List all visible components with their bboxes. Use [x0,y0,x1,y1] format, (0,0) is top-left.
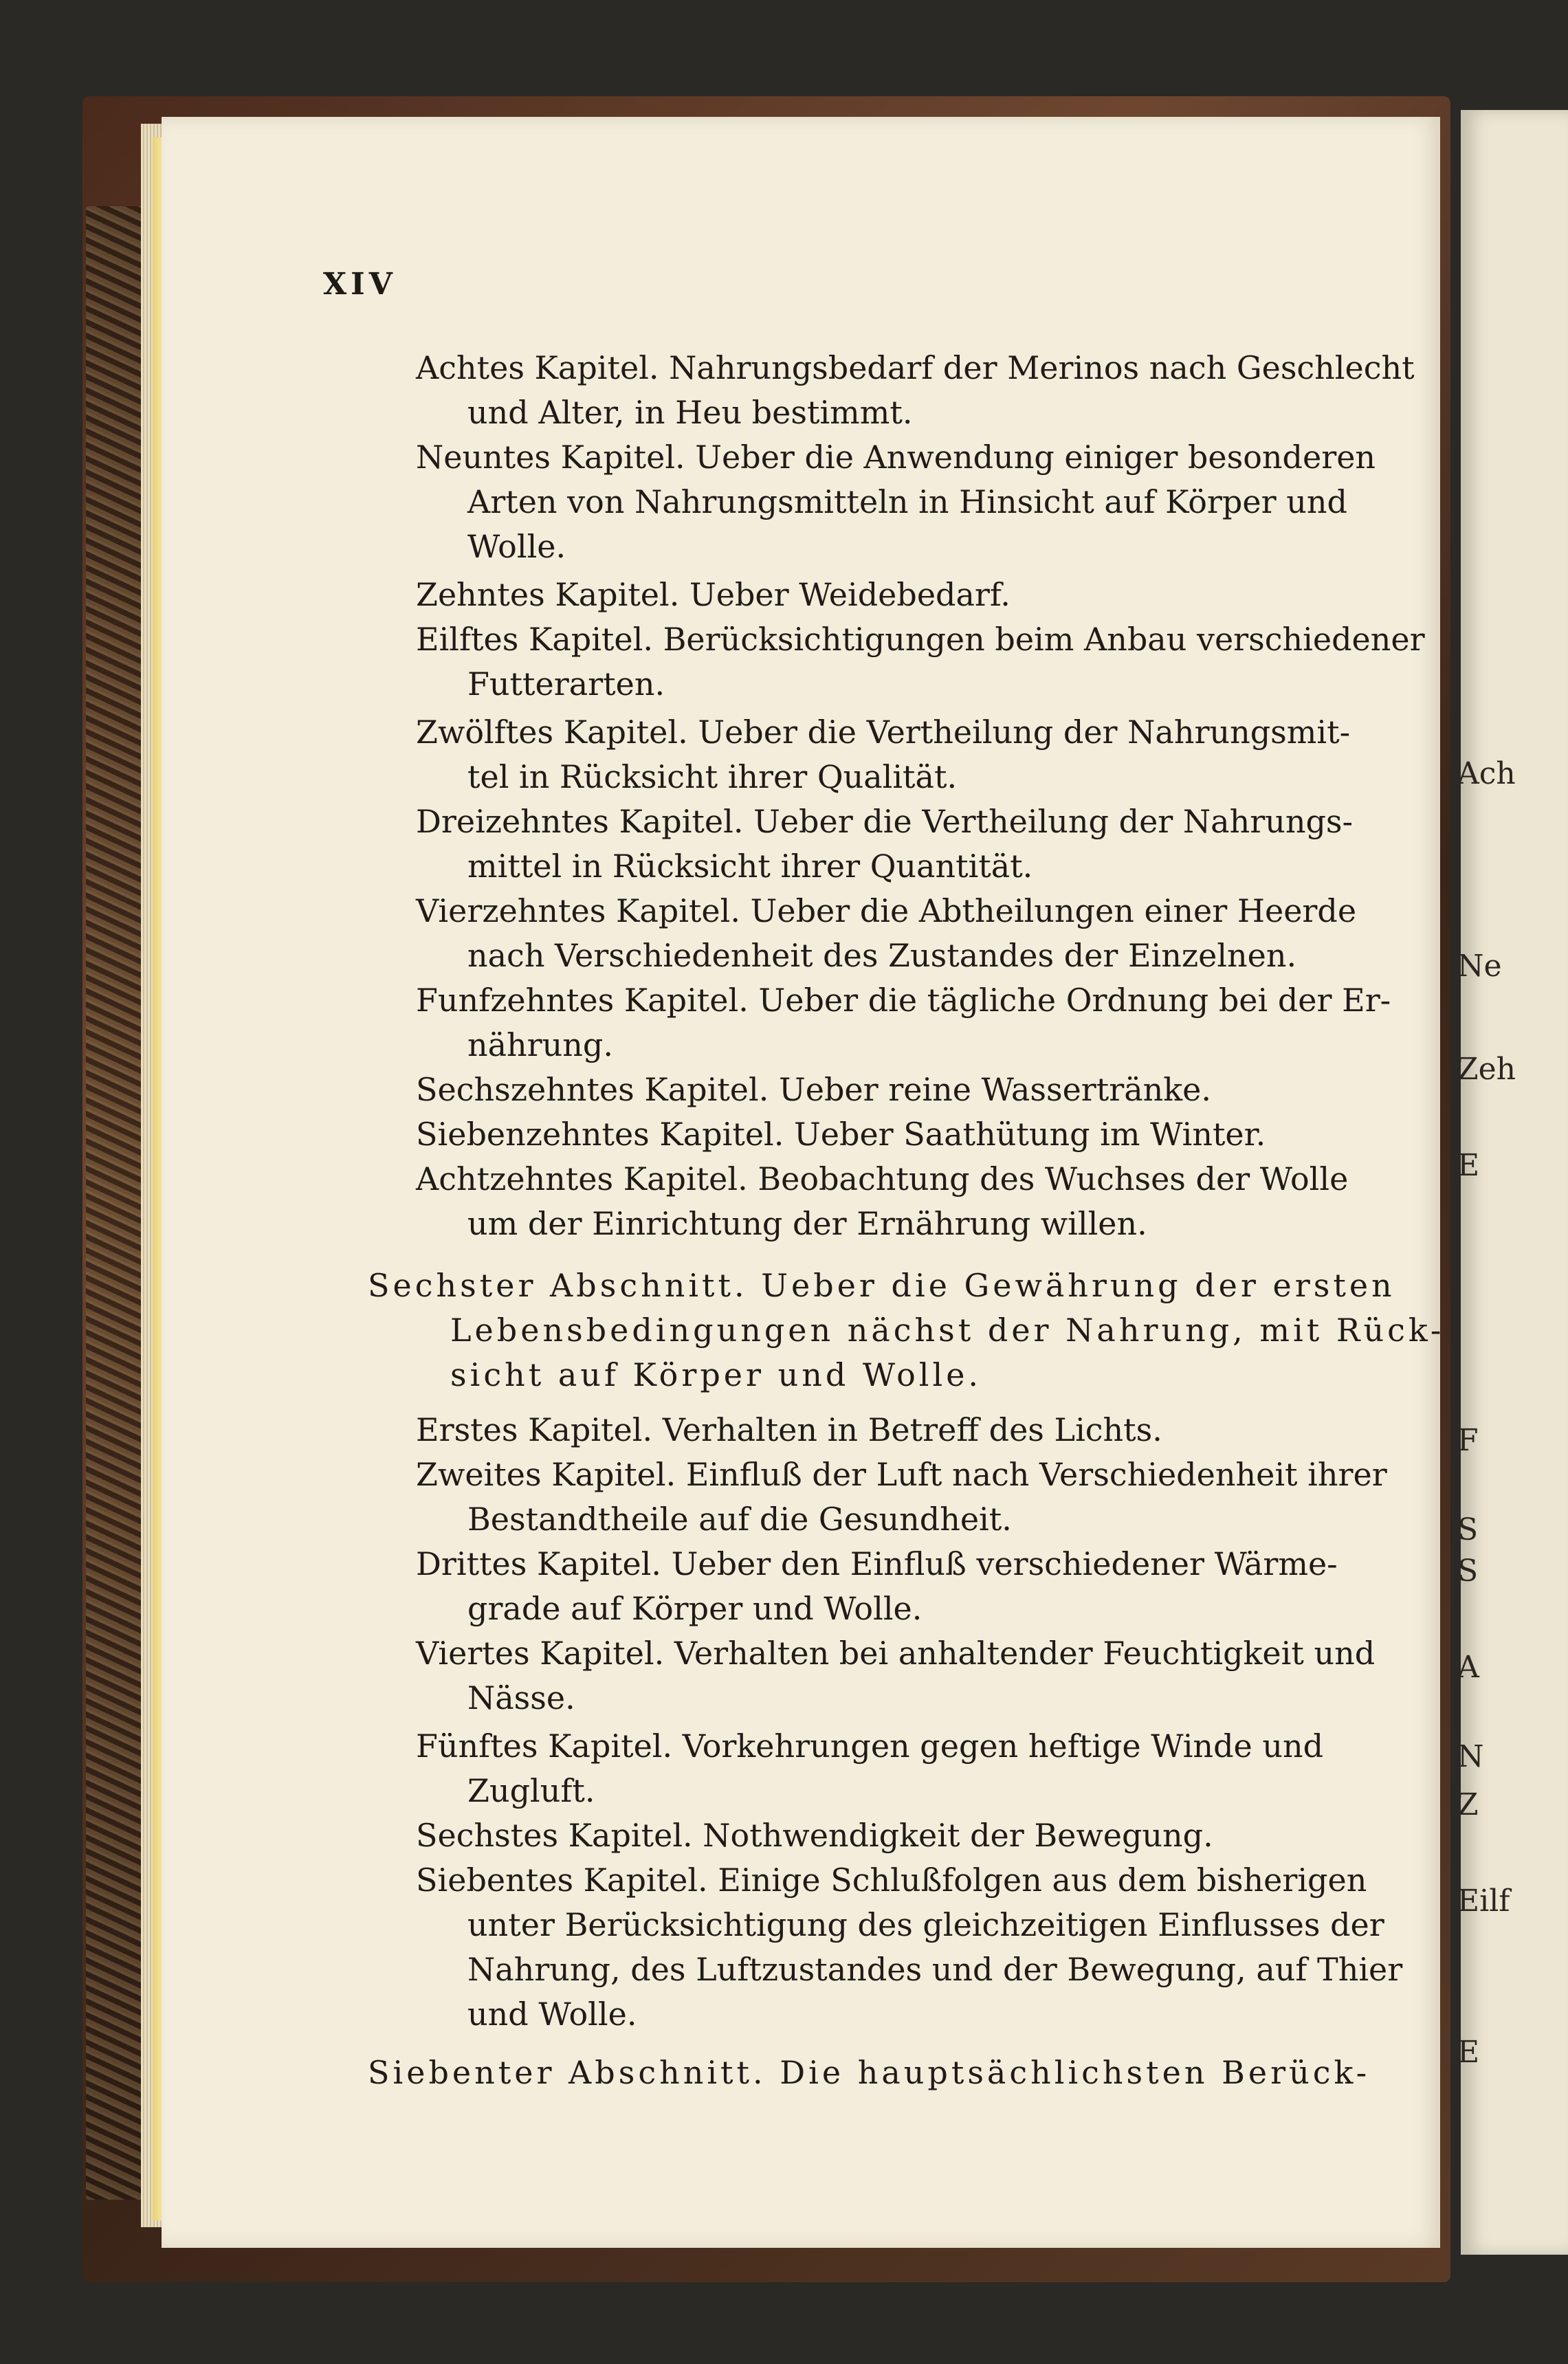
section-heading: Siebenter Abschnitt. Die hauptsächlichsten Berück- [368,2054,1371,2091]
toc-line: unter Berücksichtigung des gleichzeitigen Einflusses der [467,1906,1384,1943]
gilt-edge [153,137,162,2220]
adjacent-page-fragment: Zeh [1457,1052,1516,1087]
toc-line: Zweites Kapitel. Einfluß der Luft nach Verschiedenheit ihrer [416,1456,1387,1493]
toc-line: Neuntes Kapitel. Ueber die Anwendung einiger besonderen [416,439,1376,476]
adjacent-page-fragment: S [1457,1512,1479,1547]
toc-line: Eilftes Kapitel. Berücksichtigungen beim Anbau verschiedener [416,621,1425,658]
toc-line: tel in Rücksicht ihrer Qualität. [467,758,958,795]
toc-line: Wolle. [467,528,566,565]
toc-line: Dreizehntes Kapitel. Ueber die Vertheilung der Nahrungs- [416,803,1354,840]
toc-line: Achtes Kapitel. Nahrungsbedarf der Merinos nach Geschlecht [416,349,1415,386]
toc-line: Viertes Kapitel. Verhalten bei anhaltender Feuchtigkeit und [416,1635,1376,1672]
adjacent-page-fragment: S [1457,1554,1479,1589]
toc-line: Erstes Kapitel. Verhalten in Betreff des Lichts. [416,1411,1162,1448]
adjacent-page-fragment: A [1457,1650,1479,1685]
toc-line: Achtzehntes Kapitel. Beobachtung des Wuchses der Wolle [416,1160,1349,1197]
toc-line: Nässe. [467,1679,575,1716]
section-heading: Sechster Abschnitt. Ueber die Gewährung der ersten [368,1267,1395,1304]
toc-line: nach Verschiedenheit des Zustandes der Einzelnen. [467,937,1297,974]
toc-line: Drittes Kapitel. Ueber den Einfluß verschiedener Wärme- [416,1545,1338,1582]
page-number: XIV [323,267,397,302]
toc-line: Vierzehntes Kapitel. Ueber die Abtheilungen einer Heerde [416,892,1357,929]
toc-line: mittel in Rücksicht ihrer Quantität. [467,848,1033,885]
adjacent-page-fragment: Eilf [1457,1884,1510,1919]
adjacent-page-fragment: Ach [1457,756,1516,791]
toc-line: Zwölftes Kapitel. Ueber die Vertheilung der Nahrungsmit- [416,714,1351,751]
toc-line: um der Einrichtung der Ernährung willen. [467,1205,1147,1242]
toc-line: Zugluft. [467,1772,595,1809]
toc-line: Sechszehntes Kapitel. Ueber reine Wassertränke. [416,1071,1212,1108]
toc-line: Sechstes Kapitel. Nothwendigkeit der Bewegung. [416,1817,1213,1854]
adjacent-page-fragment: E [1457,1148,1480,1183]
adjacent-page-fragment: E [1457,2035,1480,2070]
adjacent-page-fragment: N [1457,1739,1484,1774]
toc-line: Zehntes Kapitel. Ueber Weidebedarf. [416,576,1011,613]
toc-line: nährung. [467,1026,613,1063]
adjacent-page-fragment: Z [1457,1787,1479,1822]
adjacent-page-fragment: F [1457,1423,1479,1458]
toc-line: Siebentes Kapitel. Einige Schlußfolgen aus dem bisherigen [416,1862,1367,1899]
toc-line: Funfzehntes Kapitel. Ueber die tägliche Ordnung bei der Er- [416,982,1391,1019]
toc-line: Siebenzehntes Kapitel. Ueber Saathütung im Winter. [416,1116,1266,1153]
toc-line: Futterarten. [467,665,665,703]
toc-line: grade auf Körper und Wolle. [467,1590,923,1627]
section-heading: Lebensbedingungen nächst der Nahrung, mit Rück- [450,1312,1445,1349]
marbled-board [86,206,148,2200]
toc-line: Bestandtheile auf die Gesundheit. [467,1501,1012,1538]
toc-line: und Alter, in Heu bestimmt. [467,394,913,431]
section-heading: sicht auf Körper und Wolle. [450,1356,982,1393]
toc-line: und Wolle. [467,1996,637,2033]
toc-line: Fünftes Kapitel. Vorkehrungen gegen heftige Winde und [416,1727,1324,1765]
toc-line: Arten von Nahrungsmitteln in Hinsicht auf Körper und [467,483,1347,520]
adjacent-page-fragment: Ne [1457,949,1502,984]
toc-line: Nahrung, des Luftzustandes und der Bewegung, auf Thier [467,1951,1403,1988]
